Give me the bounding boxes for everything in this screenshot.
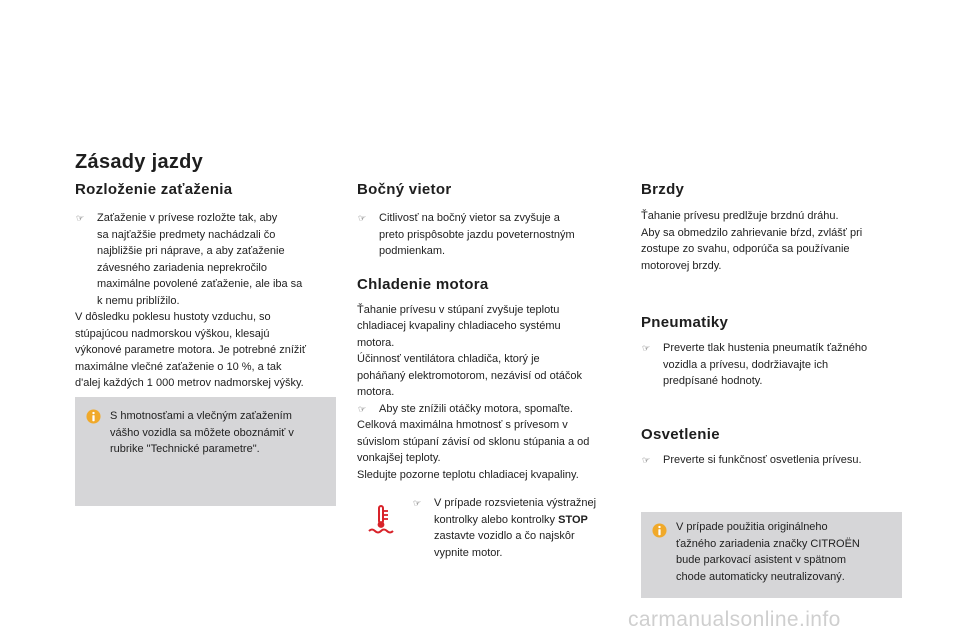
bullet-line: k nemu priblížilo. [97,294,180,307]
bullet-line: vozidla a prívesu, dodržiavajte ich [663,358,829,371]
list-item [641,340,906,390]
paragraph-line: motora. [357,386,395,398]
warning-note [412,495,632,561]
list-item [357,401,629,418]
paragraph-line: motora. [357,336,395,349]
pointing-hand-icon: ☞ [642,343,651,353]
paragraph-line: vonkajšej teploty. [357,452,441,464]
info-line: ťažného zariadenia značky CITROËN [676,537,860,550]
column-right [641,181,906,468]
info-box-weights [75,397,336,506]
paragraph-line: Ťahanie prívesu predlžuje brzdnú dráhu. [641,210,839,222]
paragraph-line: maximálne vlečné zaťaženie o 10 %, a tak [75,360,282,373]
altitude-paragraph [75,309,345,392]
warning-list [412,495,632,561]
tyres-list [641,340,906,390]
list-item [75,210,345,309]
info-line: S hmotnosťami a vlečným zaťažením [110,410,292,422]
paragraph-line: výkonové parametre motora. Je potrebné znížiť [75,344,306,356]
paragraph-line: súvislom stúpaní závisí od sklonu stúpania a od [357,435,590,448]
list-item [641,452,906,469]
cooling-paragraph-2 [357,417,629,483]
paragraph-line: Sledujte pozorne teplotu chladiacej kvapaliny. [357,468,579,481]
load-distribution-list [75,210,345,309]
info-text [676,519,898,585]
bullet-line: predpísané hodnoty. [663,375,763,387]
bullet-line: preto prispôsobte jazdu poveternostným [379,228,575,241]
heading-brakes: Brzdy [641,181,685,198]
paragraph-line: chladiacej kvapaliny chladiaceho systému [357,320,561,332]
lighting-list [641,452,906,469]
list-item [357,210,629,260]
pointing-hand-icon: ☞ [413,498,422,508]
bullet-line: podmienkam. [379,245,446,257]
info-icon [86,409,101,424]
column-middle [357,181,629,483]
bullet-line: Preverte tlak hustenia pneumatík ťažného [663,342,868,354]
paragraph-line: zostupe zo svahu, odporúča sa používanie [641,243,850,255]
bullet-line: Zaťaženie v prívese rozložte tak, aby [97,212,278,224]
page-title: Zásady jazdy [75,151,204,173]
list-item [412,495,632,561]
crosswind-list [357,210,629,260]
bullet-line: závesného zariadenia neprekročilo [97,261,267,274]
bullet-line: maximálne povolené zaťaženie, ale iba sa [97,278,303,290]
pointing-hand-icon: ☞ [358,213,367,223]
paragraph-line: d'alej každých 1 000 metrov nadmorskej výšky. [75,377,304,389]
paragraph-line: Účinnosť ventilátora chladiča, ktorý je [357,353,540,365]
pointing-hand-icon: ☞ [642,454,651,465]
info-line: chode automaticky neutralizovaný. [676,570,845,583]
bullet-line: Preverte si funkčnosť osvetlenia prívesu. [663,453,862,466]
warning-line [434,512,632,529]
info-box-citroen [641,512,902,598]
paragraph-line: V dôsledku poklesu hustoty vzduchu, so [75,311,271,323]
heading-engine-cooling: Chladenie motora [357,275,489,293]
warning-line-text: kontrolky alebo kontrolky [434,513,559,526]
paragraph-line: poháňaný elektromotorom, nezávisí od otáčok [357,369,583,382]
info-line: bude parkovací asistent v spätnom [676,554,846,566]
heading-crosswind: Bočný vietor [357,181,452,198]
info-line: vášho vozidla sa môžete oboznámiť v [110,426,294,439]
warning-line: zastavte vozidlo a čo najskôr [434,530,575,542]
info-line: V prípade použitia originálneho [676,521,828,533]
pointing-hand-icon: ☞ [358,403,367,414]
bullet-line: najbližšie pri náprave, a aby zaťaženie [97,245,285,257]
info-text [110,408,330,458]
watermark: carmanualsonline.info [628,608,841,631]
bullet-line: Aby ste znížili otáčky motora, spomaľte. [379,402,573,415]
column-left [75,181,345,392]
cooling-list [357,401,629,418]
warning-line: V prípade rozsvietenia výstražnej [434,497,597,509]
cooling-paragraph [357,302,629,401]
brakes-paragraph [641,208,906,274]
coolant-temperature-icon [368,505,394,535]
heading-load-distribution: Rozloženie zaťaženia [75,181,233,198]
paragraph-line: Aby sa obmedzilo zahrievanie bŕzd, zvlášť pri [641,226,863,239]
heading-lighting: Osvetlenie [641,425,720,443]
pointing-hand-icon: ☞ [76,213,85,223]
heading-tyres: Pneumatiky [641,314,729,331]
paragraph-line: motorovej brzdy. [641,259,722,272]
info-line: rubrike "Technické parametre". [110,443,260,455]
info-icon [652,523,667,538]
bullet-line: sa najťažšie predmety nachádzali čo [97,228,276,241]
warning-line: vypnite motor. [434,546,503,559]
stop-label: STOP [558,513,588,526]
paragraph-line: Ťahanie prívesu v stúpaní zvyšuje teplotu [357,303,560,316]
paragraph-line: stúpajúcou nadmorskou výškou, klesajú [75,327,270,340]
paragraph-line: Celková maximálna hmotnosť s prívesom v [357,419,568,431]
bullet-line: Citlivosť na bočný vietor sa zvyšuje a [379,212,560,224]
